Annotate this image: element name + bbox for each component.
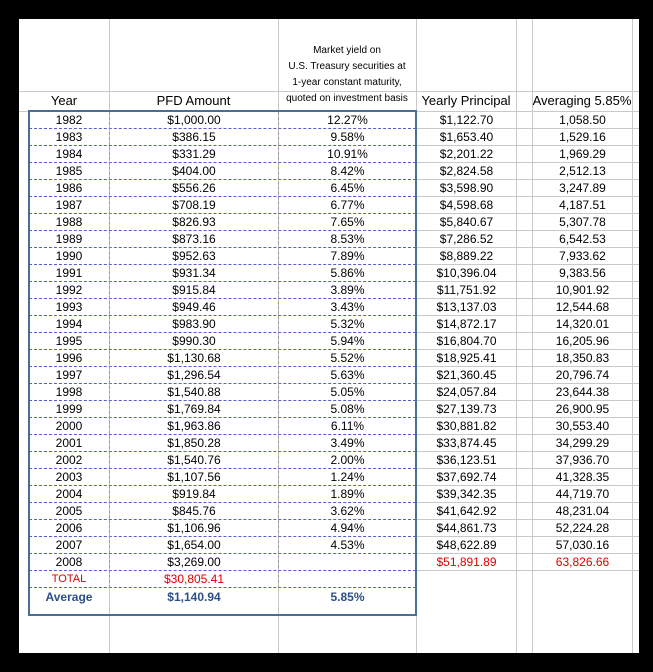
cell-pfd: $331.29: [172, 147, 216, 161]
cell-principal: $11,751.92: [436, 283, 497, 297]
cell-principal: $10,396.04: [436, 266, 497, 280]
cell-year: 1997: [55, 368, 83, 382]
cell-yield: 5.94%: [330, 334, 365, 348]
cell-averaging: 48,231.04: [555, 504, 610, 518]
cell-yield: 3.43%: [330, 300, 365, 314]
cell-averaging: 9,383.56: [559, 266, 606, 280]
cell-averaging: 23,644.38: [555, 385, 610, 399]
cell-pfd: $1,654.00: [167, 538, 221, 552]
cell-averaging: 1,058.50: [559, 113, 606, 127]
header-year: Year: [50, 93, 78, 108]
cell-year: 2002: [55, 453, 83, 467]
cell-pfd: $1,296.54: [167, 368, 221, 382]
cell-year: 1999: [55, 402, 83, 416]
header-yearly-principal: Yearly Principal: [421, 93, 511, 108]
cell-yield: 9.58%: [330, 130, 365, 144]
cell-principal: $8,889.22: [439, 249, 494, 263]
cell-pfd: $1,769.84: [167, 402, 221, 416]
cell-year: 1992: [55, 283, 83, 297]
cell-pfd: $3,269.00: [167, 555, 221, 569]
cell-year: 1990: [55, 249, 83, 263]
spreadsheet: [19, 19, 639, 653]
cell-year: 1998: [55, 385, 83, 399]
cell-averaging: 5,307.78: [559, 215, 606, 229]
header-yield-line: quoted on investment basis: [286, 93, 408, 104]
cell-year: 2000: [55, 419, 83, 433]
cell-yield: 3.62%: [330, 504, 365, 518]
cell-principal: $33,874.45: [436, 436, 497, 450]
cell-yield: 3.89%: [330, 283, 365, 297]
average-label: Average: [45, 590, 93, 604]
cell-pfd: $845.76: [172, 504, 216, 518]
cell-averaging: 30,553.40: [555, 419, 610, 433]
cell-year: 2007: [55, 538, 83, 552]
cell-year: 1994: [55, 317, 83, 331]
cell-yield: 4.53%: [330, 538, 365, 552]
cell-principal: $2,824.58: [439, 164, 494, 178]
cell-year: 1991: [55, 266, 83, 280]
cell-yield: 12.27%: [327, 113, 368, 127]
cell-averaging: 12,544.68: [555, 300, 610, 314]
cell-pfd: $990.30: [172, 334, 216, 348]
cell-pfd: $556.26: [172, 181, 216, 195]
cell-principal: $14,872.17: [436, 317, 497, 331]
cell-year: 2004: [55, 487, 83, 501]
cell-averaging: 6,542.53: [559, 232, 606, 246]
cell-principal: $48,622.89: [436, 538, 497, 552]
header-averaging: Averaging 5.85%: [532, 93, 632, 108]
cell-yield: 10.91%: [327, 147, 368, 161]
cell-pfd: $1,963.86: [167, 419, 221, 433]
cell-year: 2008: [55, 555, 83, 569]
cell-yield: 6.77%: [330, 198, 365, 212]
cell-principal: $1,122.70: [439, 113, 494, 127]
cell-averaging: 44,719.70: [555, 487, 610, 501]
cell-principal: $27,139.73: [436, 402, 497, 416]
cell-principal: $21,360.45: [436, 368, 497, 382]
highlight-box: [28, 110, 417, 616]
header-yield-line: U.S. Treasury securities at: [288, 61, 406, 72]
cell-averaging: 18,350.83: [555, 351, 610, 365]
average-pfd: $1,140.94: [167, 590, 221, 604]
cell-yield: 8.53%: [330, 232, 365, 246]
cell-pfd: $1,000.00: [167, 113, 221, 127]
cell-principal: $30,881.82: [436, 419, 497, 433]
cell-averaging: 20,796.74: [555, 368, 610, 382]
cell-yield: 4.94%: [330, 521, 365, 535]
cell-averaging: 1,529.16: [559, 130, 606, 144]
cell-year: 1983: [55, 130, 83, 144]
cell-yield: 7.65%: [330, 215, 365, 229]
cell-pfd: $915.84: [172, 283, 216, 297]
cell-year: 1986: [55, 181, 83, 195]
cell-principal: $16,804.70: [436, 334, 497, 348]
cell-principal: $4,598.68: [439, 198, 494, 212]
cell-averaging: 37,936.70: [555, 453, 610, 467]
cell-year: 1984: [55, 147, 83, 161]
cell-pfd: $1,130.68: [167, 351, 221, 365]
cell-year: 1982: [55, 113, 83, 127]
cell-principal: $37,692.74: [436, 470, 497, 484]
cell-averaging: 26,900.95: [555, 402, 610, 416]
grid-line: [19, 91, 639, 92]
cell-averaging: 41,328.35: [555, 470, 610, 484]
cell-averaging: 34,299.29: [555, 436, 610, 450]
cell-principal: $44,861.73: [436, 521, 497, 535]
cell-principal: $18,925.41: [436, 351, 497, 365]
cell-pfd: $1,850.28: [167, 436, 221, 450]
cell-principal: $2,201.22: [439, 147, 494, 161]
cell-averaging: 10,901.92: [555, 283, 610, 297]
total-pfd: $30,805.41: [163, 572, 225, 586]
cell-year: 1996: [55, 351, 83, 365]
cell-yield: 6.11%: [330, 419, 365, 433]
cell-yield: 5.52%: [330, 351, 365, 365]
cell-year: 1989: [55, 232, 83, 246]
header-yield-line: Market yield on: [313, 45, 381, 56]
cell-principal: $41,642.92: [436, 504, 497, 518]
header-market-yield: [278, 19, 416, 111]
cell-yield: 1.24%: [330, 470, 365, 484]
cell-principal: $24,057.84: [436, 385, 497, 399]
cell-pfd: $1,107.56: [167, 470, 221, 484]
cell-year: 1985: [55, 164, 83, 178]
cell-yield: 6.45%: [330, 181, 365, 195]
cell-yield: 8.42%: [330, 164, 365, 178]
total-label: TOTAL: [51, 573, 87, 585]
cell-averaging: 1,969.29: [559, 147, 606, 161]
cell-year: 1987: [55, 198, 83, 212]
cell-yield: 5.05%: [330, 385, 365, 399]
cell-year: 2001: [55, 436, 83, 450]
cell-yield: 5.86%: [330, 266, 365, 280]
cell-principal: $36,123.51: [436, 453, 497, 467]
cell-pfd: $1,106.96: [167, 521, 221, 535]
cell-year: 1988: [55, 215, 83, 229]
cell-averaging: 63,826.66: [555, 555, 610, 569]
cell-averaging: 57,030.16: [555, 538, 610, 552]
cell-averaging: 7,933.62: [559, 249, 606, 263]
cell-pfd: $826.93: [172, 215, 216, 229]
cell-principal: $39,342.35: [436, 487, 497, 501]
cell-pfd: $386.15: [172, 130, 216, 144]
cell-pfd: $919.84: [172, 487, 216, 501]
cell-year: 1993: [55, 300, 83, 314]
cell-averaging: 16,205.96: [555, 334, 610, 348]
cell-yield: 1.89%: [330, 487, 365, 501]
cell-pfd: $1,540.76: [167, 453, 221, 467]
cell-pfd: $873.16: [172, 232, 216, 246]
cell-principal: $13,137.03: [436, 300, 497, 314]
cell-averaging: 4,187.51: [559, 198, 606, 212]
cell-pfd: $1,540.88: [167, 385, 221, 399]
cell-yield: 5.32%: [330, 317, 365, 331]
cell-pfd: $983.90: [172, 317, 216, 331]
cell-pfd: $708.19: [172, 198, 216, 212]
cell-averaging: 52,224.28: [555, 521, 610, 535]
header-pfd-amount: PFD Amount: [156, 93, 231, 108]
cell-principal: $7,286.52: [439, 232, 494, 246]
cell-principal: $3,598.90: [439, 181, 494, 195]
cell-yield: 5.63%: [330, 368, 365, 382]
cell-yield: 7.89%: [330, 249, 365, 263]
cell-pfd: $931.34: [172, 266, 216, 280]
average-yield: 5.85%: [330, 590, 365, 604]
cell-year: 2003: [55, 470, 83, 484]
cell-year: 1995: [55, 334, 83, 348]
cell-year: 2005: [55, 504, 83, 518]
cell-principal: $1,653.40: [439, 130, 494, 144]
cell-pfd: $404.00: [172, 164, 216, 178]
cell-yield: 2.00%: [330, 453, 365, 467]
cell-principal: $51,891.89: [436, 555, 497, 569]
cell-averaging: 14,320.01: [555, 317, 610, 331]
cell-pfd: $949.46: [172, 300, 216, 314]
cell-averaging: 3,247.89: [559, 181, 606, 195]
header-yield-line: 1-year constant maturity,: [292, 77, 402, 88]
cell-principal: $5,840.67: [439, 215, 494, 229]
cell-yield: 3.49%: [330, 436, 365, 450]
cell-year: 2006: [55, 521, 83, 535]
cell-pfd: $952.63: [172, 249, 216, 263]
cell-yield: 5.08%: [330, 402, 365, 416]
cell-averaging: 2,512.13: [559, 164, 606, 178]
